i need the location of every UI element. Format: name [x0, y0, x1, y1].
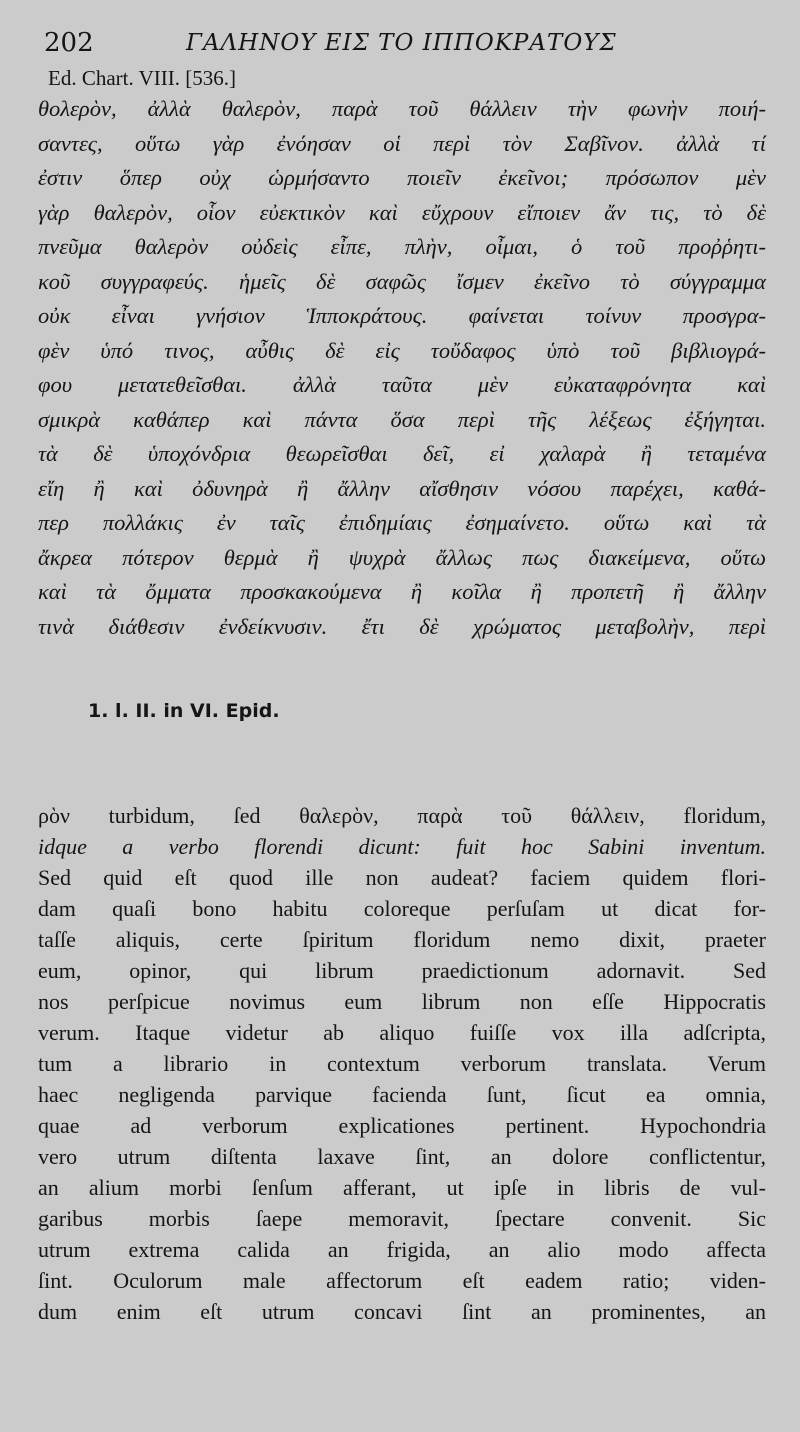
greek-line: ἐστιν ὅπερ οὐχ ὡρμήσαντο ποιεῖν ἐκεῖνοι; πρόσωπον μὲν [38, 165, 766, 190]
greek-line: κοῦ συγγραφεύς. ἡμεῖς δὲ σαφῶς ἴσμεν ἐκεῖνο τὸ σύγγραμμα [38, 268, 766, 294]
latin-line: eum, opinor, qui librum praedictionum adornavit. Sed [38, 958, 766, 983]
latin-line: verum. Itaque videtur ab aliquo fuiſſe vox illa adſcripta, [38, 1020, 766, 1045]
latin-line: ρὸν turbidum, ſed θαλερὸν, παρὰ τοῦ θάλλειν, floridum, [38, 803, 766, 828]
latin-line: tum a librario in contextum verborum translata. Verum [38, 1051, 766, 1076]
latin-line: utrum extrema calida an frigida, an alio modo affecta [38, 1237, 766, 1262]
latin-line: an alium morbi ſenſum afferant, ut ipſe in libris de vul- [38, 1175, 766, 1200]
latin-line: haec negligenda parvique facienda ſunt, ſicut ea omnia, [38, 1082, 766, 1107]
latin-line: idque a verbo florendi dicunt: fuit hoc Sabini inventum. [38, 834, 766, 859]
footnote: 1. l. II. in VI. Epid. [88, 700, 280, 722]
latin-line: ſint. Oculorum male affectorum eſt eadem ratio; viden- [38, 1268, 766, 1293]
latin-text-block [38, 800, 766, 1327]
greek-line: θολερὸν, ἀλλὰ θαλερὸν, παρὰ τοῦ θάλλειν τὴν φωνὴν ποιή- [38, 96, 766, 121]
latin-line: taſſe aliquis, certe ſpiritum floridum nemo dixit, praeter [38, 927, 766, 952]
greek-line: εἴη ἢ καὶ ὀδυνηρὰ ἢ ἄλλην αἴσθησιν νόσου παρέχει, καθά- [38, 475, 766, 501]
greek-text-block [38, 92, 766, 644]
greek-line: ἄκρεα πότερον θερμὰ ἢ ψυχρὰ ἄλλως πως διακείμενα, οὕτω [38, 544, 766, 570]
greek-line: φὲν ὑπό τινος, αὖθις δὲ εἰς τοὔδαφος ὑπὸ τοῦ βιβλιογρά- [38, 337, 766, 363]
latin-line: garibus morbis ſaepe memoravit, ſpectare convenit. Sic [38, 1206, 766, 1231]
page-number: 202 [44, 28, 94, 58]
latin-line: quae ad verborum explicationes pertinent. Hypochondria [38, 1113, 766, 1138]
greek-line: τὰ δὲ ὑποχόνδρια θεωρεῖσθαι δεῖ, εἰ χαλαρὰ ἢ τεταμένα [38, 441, 766, 466]
greek-line: τινὰ διάθεσιν ἐνδείκνυσιν. ἔτι δὲ χρώματος μεταβολὴν, περὶ [38, 613, 766, 639]
latin-line: dam quaſi bono habitu coloreque perſuſam ut dicat for- [38, 896, 766, 921]
greek-line: περ πολλάκις ἐν ταῖς ἐπιδημίαις ἐσημαίνετο. οὕτω καὶ τὰ [38, 510, 766, 535]
greek-line: γὰρ θαλερὸν, οἷον εὐεκτικὸν καὶ εὔχρουν εἴποιεν ἄν τις, τὸ δὲ [38, 199, 766, 225]
page-header [44, 26, 764, 66]
greek-line: καὶ τὰ ὄμματα προσκακούμενα ἢ κοῖλα ἢ προπετῆ ἢ ἄλλην [38, 579, 766, 604]
latin-line: nos perſpicue novimus eum librum non eſſe Hippocratis [38, 989, 766, 1014]
greek-line: σαντες, οὕτω γὰρ ἐνόησαν οἱ περὶ τὸν Σαβῖνον. ἀλλὰ τί [38, 130, 766, 156]
latin-line: dum enim eſt utrum concavi ſint an prominentes, an [38, 1299, 766, 1324]
running-title: ΓΑΛΗΝΟΥ ΕΙΣ ΤΟ ΙΠΠΟΚΡΑΤΟΥΣ [186, 30, 617, 56]
latin-line: vero utrum diſtenta laxave ſint, an dolore conflictentur, [38, 1144, 766, 1169]
greek-line: πνεῦμα θαλερὸν οὐδεὶς εἶπε, πλὴν, οἶμαι, ὁ τοῦ προῤῥητι- [38, 234, 766, 259]
greek-line: φου μετατεθεῖσθαι. ἀλλὰ ταῦτα μὲν εὐκαταφρόνητα καὶ [38, 372, 766, 397]
edition-reference: Ed. Chart. VIII. [536.] [48, 66, 236, 90]
latin-line: Sed quid eſt quod ille non audeat? faciem quidem flori- [38, 865, 766, 890]
greek-line: σμικρὰ καθάπερ καὶ πάντα ὅσα περὶ τῆς λέξεως ἐξήγηται. [38, 406, 766, 432]
greek-line: οὐκ εἶναι γνήσιον Ἱπποκράτους. φαίνεται τοίνυν προσγρα- [38, 303, 766, 328]
